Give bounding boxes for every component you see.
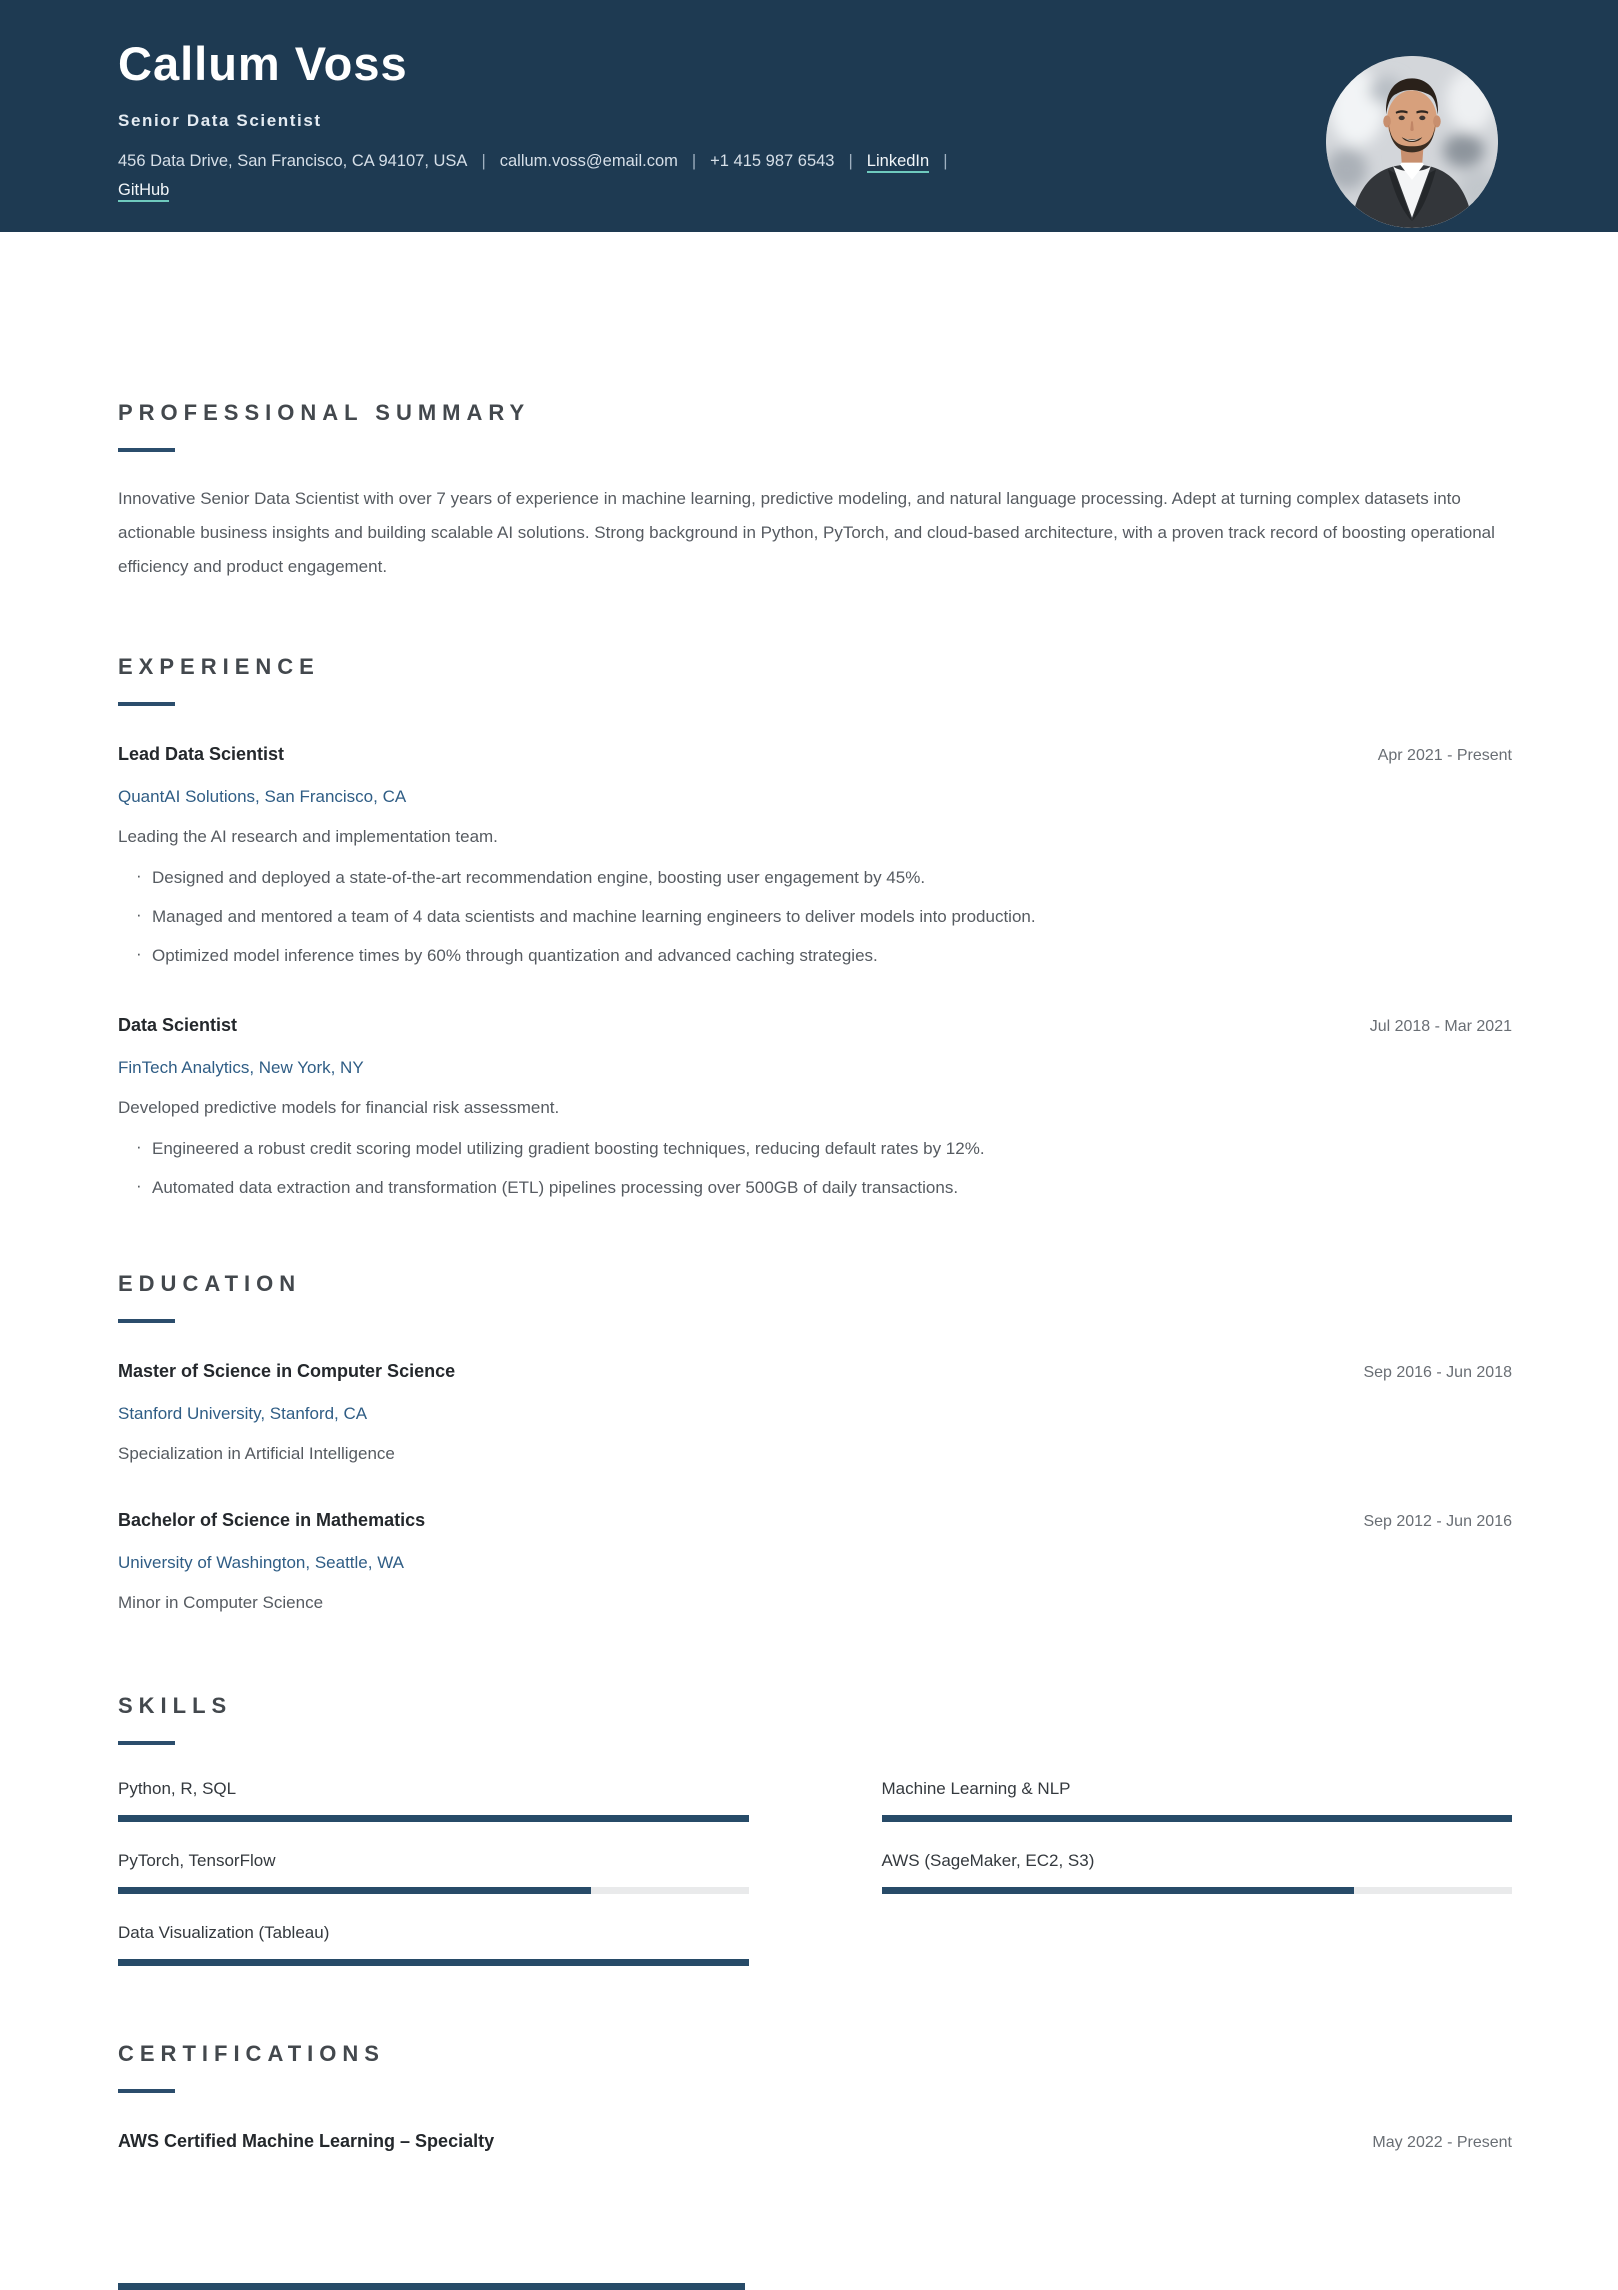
summary-text: Innovative Senior Data Scientist with over 7 years of experience in machine learning, predictive modeling, and natural language processing. Adept at turning complex datasets into actionable business insights and building scalable AI solutions. Strong background in Python, PyTorch, and cloud-based architecture, with a proven track record of boosting operational efficiency and product engagement. bbox=[118, 489, 1495, 576]
degree-title: Master of Science in Computer Science bbox=[118, 1361, 456, 1381]
experience-entry bbox=[118, 1015, 1512, 1201]
job-bullet: · Optimized model inference times by 60% through quantization and advanced caching strategies. bbox=[118, 943, 1512, 969]
certification-entry-header bbox=[118, 2131, 1512, 2152]
skill-item bbox=[118, 1923, 749, 1966]
job-title: Lead Data Scientist bbox=[118, 744, 285, 764]
linkedin-link[interactable]: LinkedIn bbox=[867, 152, 929, 173]
degree-detail: Specialization in Artificial Intelligence bbox=[118, 1444, 395, 1463]
section-accent-rule bbox=[118, 448, 175, 452]
education-heading: EDUCATION bbox=[118, 1271, 302, 1296]
certifications-heading: CERTIFICATIONS bbox=[118, 2041, 385, 2066]
skill-bar-track bbox=[882, 1815, 1513, 1822]
experience-entry-header bbox=[118, 1015, 1512, 1036]
job-dates: Jul 2018 - Mar 2021 bbox=[1369, 1018, 1512, 1035]
skill-bar-fill bbox=[118, 1815, 749, 1822]
section-accent-rule bbox=[118, 1319, 175, 1323]
experience-entry-header bbox=[118, 744, 1512, 765]
skill-item bbox=[882, 1851, 1513, 1894]
section-certifications bbox=[118, 2041, 1512, 2152]
contact-phone: +1 415 987 6543 bbox=[710, 151, 835, 170]
job-company: QuantAI Solutions, San Francisco, CA bbox=[118, 787, 407, 806]
education-entry bbox=[118, 1510, 1512, 1613]
experience-entry bbox=[118, 744, 1512, 969]
skill-bar-track bbox=[118, 1887, 749, 1894]
resume-header bbox=[0, 0, 1618, 232]
section-accent-rule bbox=[118, 702, 175, 706]
skill-bar-track bbox=[882, 1887, 1513, 1894]
contact-address: 456 Data Drive, San Francisco, CA 94107, USA bbox=[118, 151, 468, 170]
candidate-job-title: Senior Data Scientist bbox=[118, 110, 322, 130]
certification-title: AWS Certified Machine Learning – Specialty bbox=[118, 2131, 495, 2151]
contact-email: callum.voss@email.com bbox=[499, 151, 678, 170]
skill-label: Python, R, SQL bbox=[118, 1779, 237, 1798]
section-education bbox=[118, 1271, 1512, 1613]
degree-title: Bachelor of Science in Mathematics bbox=[118, 1510, 426, 1530]
skill-bar-fill bbox=[882, 1815, 1513, 1822]
job-description: Leading the AI research and implementation team. bbox=[118, 827, 498, 846]
github-link[interactable]: GitHub bbox=[118, 181, 169, 202]
job-bullet: · Engineered a robust credit scoring model utilizing gradient boosting techniques, reducing default rates by 12%. bbox=[118, 1136, 1512, 1162]
section-skills bbox=[118, 1693, 1512, 1966]
degree-dates: Sep 2016 - Jun 2018 bbox=[1363, 1364, 1512, 1381]
degree-dates: Sep 2012 - Jun 2016 bbox=[1363, 1513, 1512, 1530]
certification-bar-cutoff bbox=[118, 2283, 745, 2290]
education-entry bbox=[118, 1361, 1512, 1464]
job-bullet-list bbox=[118, 865, 1512, 969]
skill-item bbox=[118, 1851, 749, 1894]
experience-heading: EXPERIENCE bbox=[118, 654, 320, 679]
section-accent-rule bbox=[118, 2089, 175, 2093]
section-accent-rule bbox=[118, 1741, 175, 1745]
skill-bar-track bbox=[118, 1815, 749, 1822]
skill-label: Data Visualization (Tableau) bbox=[118, 1923, 330, 1942]
profile-photo-image bbox=[1326, 56, 1498, 228]
certification-entry bbox=[118, 2131, 1512, 2152]
candidate-name: Callum Voss bbox=[118, 37, 408, 90]
job-title: Data Scientist bbox=[118, 1015, 238, 1035]
degree-detail: Minor in Computer Science bbox=[118, 1593, 324, 1612]
contact-separator: | bbox=[943, 151, 948, 170]
skill-item bbox=[118, 1779, 749, 1822]
contact-separator: | bbox=[481, 151, 486, 170]
contact-separator: | bbox=[848, 151, 853, 170]
summary-heading: PROFESSIONAL SUMMARY bbox=[118, 400, 531, 425]
skill-bar-fill bbox=[118, 1959, 749, 1966]
skill-item bbox=[882, 1779, 1513, 1822]
resume-body bbox=[0, 400, 1618, 2152]
certification-dates: May 2022 - Present bbox=[1372, 2134, 1512, 2151]
degree-school: University of Washington, Seattle, WA bbox=[118, 1553, 404, 1572]
skills-grid bbox=[118, 1779, 1512, 1966]
job-bullet-list bbox=[118, 1136, 1512, 1201]
degree-school: Stanford University, Stanford, CA bbox=[118, 1404, 368, 1423]
skill-bar-fill bbox=[118, 1887, 591, 1894]
section-professional-summary bbox=[118, 400, 1512, 584]
job-bullet: · Designed and deployed a state-of-the-art recommendation engine, boosting user engagement by 45%. bbox=[118, 865, 1512, 891]
education-entry-header bbox=[118, 1510, 1512, 1531]
skill-label: Machine Learning & NLP bbox=[881, 1779, 1071, 1798]
contact-separator: | bbox=[691, 151, 697, 170]
skill-label: PyTorch, TensorFlow bbox=[118, 1851, 276, 1870]
education-entry-header bbox=[118, 1361, 1512, 1382]
skill-label: AWS (SageMaker, EC2, S3) bbox=[881, 1851, 1095, 1870]
skill-bar-track bbox=[118, 1959, 749, 1966]
job-description: Developed predictive models for financial risk assessment. bbox=[118, 1098, 560, 1117]
job-dates: Apr 2021 - Present bbox=[1377, 747, 1512, 764]
section-experience bbox=[118, 654, 1512, 1201]
job-bullet: · Automated data extraction and transformation (ETL) pipelines processing over 500GB of daily transactions. bbox=[118, 1175, 1512, 1201]
skill-bar-fill bbox=[882, 1887, 1355, 1894]
job-bullet: · Managed and mentored a team of 4 data scientists and machine learning engineers to deliver models into production. bbox=[118, 904, 1512, 930]
contact-info bbox=[118, 147, 1218, 205]
profile-photo bbox=[1326, 56, 1498, 228]
job-company: FinTech Analytics, New York, NY bbox=[118, 1058, 364, 1077]
skills-heading: SKILLS bbox=[118, 1693, 233, 1718]
